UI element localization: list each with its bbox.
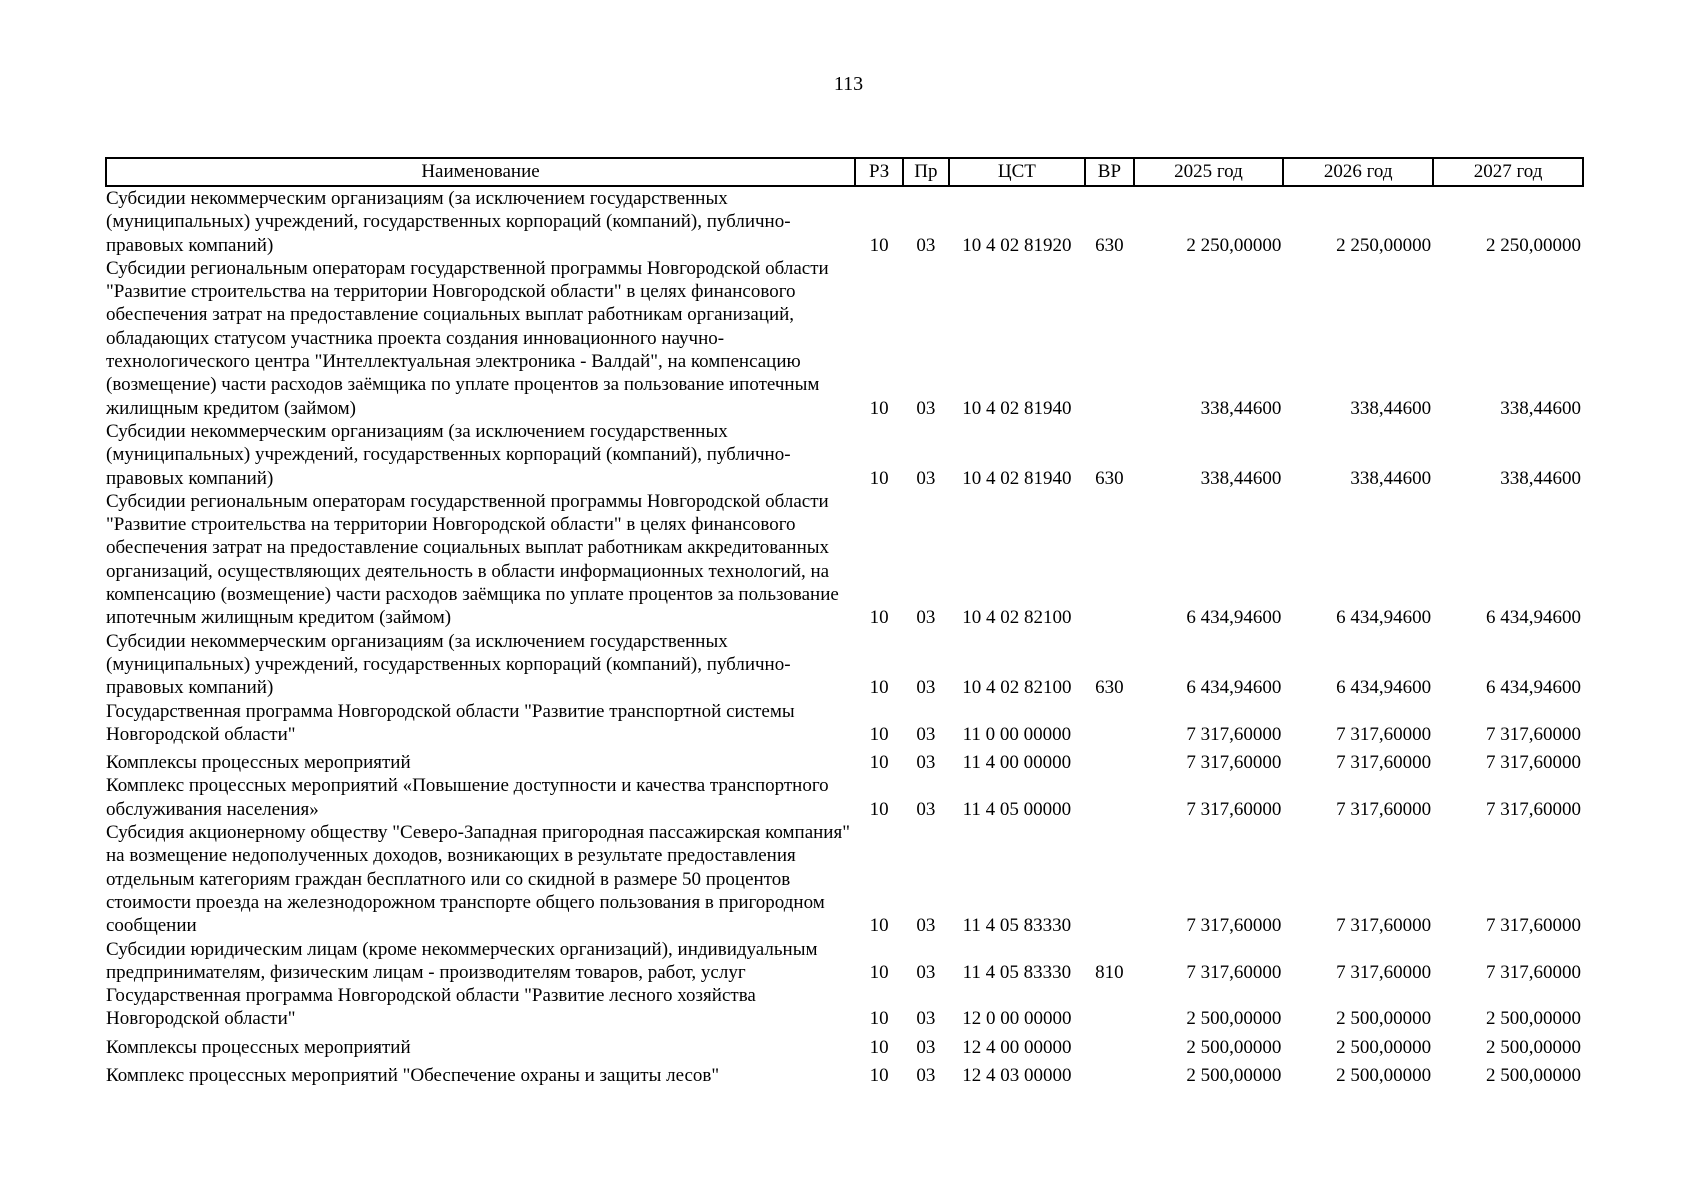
- row-2027: 338,44600: [1500, 397, 1581, 419]
- row-vr: 630: [1095, 677, 1124, 699]
- row-pr: 03: [916, 723, 936, 745]
- table-row: [106, 1059, 1583, 1087]
- header-pr: Пр: [903, 158, 948, 186]
- row-vr: [1085, 1031, 1133, 1059]
- table-row: [106, 257, 1583, 420]
- row-2027: 2 250,00000: [1486, 234, 1581, 256]
- row-2026: 6 434,94600: [1336, 677, 1432, 699]
- row-2026: 2 500,00000: [1336, 1008, 1432, 1030]
- table-row: [106, 746, 1583, 774]
- table-header-row: [106, 158, 1583, 186]
- row-2026: 2 250,00000: [1336, 234, 1432, 256]
- table-body: [106, 186, 1583, 1087]
- header-rz: РЗ: [855, 158, 903, 186]
- row-cst: 10 4 02 81940: [962, 397, 1072, 419]
- row-2027: 6 434,94600: [1486, 607, 1581, 629]
- row-rz: 10: [869, 397, 889, 419]
- row-name: Комплекс процессных мероприятий "Обеспечение охраны и защиты лесов": [106, 1064, 720, 1086]
- row-vr: [1085, 984, 1133, 1031]
- row-cst: 12 4 03 00000: [962, 1064, 1072, 1086]
- row-2025: 2 500,00000: [1186, 1064, 1282, 1086]
- row-name: Субсидии юридическим лицам (кроме некоммерческих организаций), индивидуальным предпринимателям, физическим лицам - производителям товаров, работ, услуг: [106, 938, 818, 983]
- row-cst: 12 4 00 00000: [962, 1036, 1072, 1058]
- row-2025: 2 500,00000: [1186, 1036, 1282, 1058]
- row-cst: 11 4 05 83330: [962, 915, 1072, 937]
- table-row: [106, 1031, 1583, 1059]
- row-rz: 10: [869, 677, 889, 699]
- row-name: Субсидии некоммерческим организациям (за исключением государственных (муниципальных) учреждений, государственных корпораций (компаний), публично-правовых компаний): [106, 188, 791, 256]
- row-rz: 10: [869, 1008, 889, 1030]
- row-rz: 10: [869, 1036, 889, 1058]
- row-2025: 338,44600: [1200, 397, 1282, 419]
- row-name: Субсидии некоммерческим организациям (за исключением государственных (муниципальных) учреждений, государственных корпораций (компаний), публично-правовых компаний): [106, 420, 791, 489]
- row-2027: 7 317,60000: [1486, 961, 1581, 983]
- row-2025: 6 434,94600: [1186, 677, 1282, 699]
- row-cst: 10 4 02 82100: [962, 677, 1072, 699]
- row-vr: [1085, 257, 1133, 420]
- row-rz: 10: [869, 723, 889, 745]
- row-2025: 7 317,60000: [1186, 915, 1282, 937]
- header-cst: ЦСТ: [949, 158, 1086, 186]
- table-row: [106, 774, 1583, 821]
- table-row: [106, 630, 1583, 700]
- row-rz: 10: [869, 467, 889, 489]
- row-2025: 6 434,94600: [1186, 607, 1282, 629]
- row-pr: 03: [916, 234, 936, 256]
- row-pr: 03: [916, 1008, 936, 1030]
- row-vr: [1085, 700, 1133, 747]
- row-2026: 7 317,60000: [1336, 723, 1432, 745]
- table-row: [106, 984, 1583, 1031]
- row-2025: 7 317,60000: [1186, 961, 1282, 983]
- row-pr: 03: [916, 677, 936, 699]
- row-2026: 7 317,60000: [1336, 961, 1432, 983]
- row-2027: 338,44600: [1500, 467, 1581, 489]
- row-cst: 11 4 05 83330: [962, 961, 1072, 983]
- row-name: Государственная программа Новгородской области "Развитие лесного хозяйства Новгородской области": [106, 985, 756, 1030]
- row-2027: 7 317,60000: [1486, 723, 1581, 745]
- row-2026: 7 317,60000: [1336, 798, 1432, 820]
- row-cst: 11 0 00 00000: [962, 723, 1072, 745]
- row-2026: 2 500,00000: [1336, 1036, 1432, 1058]
- row-2026: 338,44600: [1350, 397, 1432, 419]
- header-name: Наименование: [106, 158, 855, 186]
- table-row: [106, 700, 1583, 747]
- row-2026: 7 317,60000: [1336, 915, 1432, 937]
- row-2026: 7 317,60000: [1336, 752, 1432, 774]
- row-name: Комплексы процессных мероприятий: [106, 1036, 411, 1058]
- row-2027: 2 500,00000: [1486, 1064, 1581, 1086]
- table-row: [106, 186, 1583, 257]
- row-rz: 10: [869, 961, 889, 983]
- row-name: Субсидии региональным операторам государственной программы Новгородской области "Развитие строительства на территории Новгородской области" в целях финансового обеспечения затрат на предоставление социальных выплат работникам аккредитованных организаций, осуществляющих деятельность в области информационных технологий, на компенсацию (возмещение) части расходов заёмщика по уплате процентов за пользование ипотечным жилищным кредитом (займом): [106, 490, 839, 629]
- table-row: [106, 490, 1583, 630]
- row-cst: 11 4 05 00000: [962, 798, 1072, 820]
- row-2025: 7 317,60000: [1186, 798, 1282, 820]
- row-vr: [1085, 1059, 1133, 1087]
- row-rz: 10: [869, 915, 889, 937]
- header-vr: ВР: [1085, 158, 1133, 186]
- row-pr: 03: [916, 961, 936, 983]
- row-2026: 6 434,94600: [1336, 607, 1432, 629]
- row-cst: 10 4 02 81940: [962, 467, 1072, 489]
- row-rz: 10: [869, 234, 889, 256]
- row-name: Государственная программа Новгородской области "Развитие транспортной системы Новгородской области": [106, 700, 795, 745]
- budget-table: [105, 157, 1584, 1087]
- table-row: [106, 938, 1583, 985]
- row-vr: [1085, 774, 1133, 821]
- row-pr: 03: [916, 467, 936, 489]
- row-cst: 12 0 00 00000: [962, 1008, 1072, 1030]
- row-2027: 2 500,00000: [1486, 1036, 1581, 1058]
- row-pr: 03: [916, 915, 936, 937]
- row-vr: 630: [1095, 467, 1124, 489]
- row-pr: 03: [916, 607, 936, 629]
- row-pr: 03: [916, 1064, 936, 1086]
- row-2025: 338,44600: [1200, 467, 1282, 489]
- row-2025: 7 317,60000: [1186, 723, 1282, 745]
- row-rz: 10: [869, 798, 889, 820]
- row-2027: 7 317,60000: [1486, 798, 1581, 820]
- row-2026: 338,44600: [1350, 467, 1432, 489]
- row-rz: 10: [869, 1064, 889, 1086]
- row-pr: 03: [916, 397, 936, 419]
- row-name: Субсидии некоммерческим организациям (за исключением государственных (муниципальных) учреждений, государственных корпораций (компаний), публично-правовых компаний): [106, 630, 791, 699]
- row-cst: 11 4 00 00000: [962, 752, 1072, 774]
- row-cst: 10 4 02 81920: [962, 234, 1072, 256]
- row-pr: 03: [916, 1036, 936, 1058]
- page-number: 113: [833, 73, 864, 95]
- row-cst: 10 4 02 82100: [962, 607, 1072, 629]
- row-2027: 2 500,00000: [1486, 1008, 1581, 1030]
- row-name: Субсидия акционерному обществу "Северо-Западная пригородная пассажирская компания" на возмещение недополученных доходов, возникающих в результате предоставления отдельным категориям граждан бесплатного или со скидной в размере 50 процентов стоимости проезда на железнодорожном транспорте общего пользования в пригородном сообщении: [106, 822, 850, 937]
- row-name: Комплексы процессных мероприятий: [106, 752, 411, 774]
- row-rz: 10: [869, 752, 889, 774]
- header-2025: 2025 год: [1134, 158, 1284, 186]
- row-2025: 2 500,00000: [1186, 1008, 1282, 1030]
- row-name: Субсидии региональным операторам государственной программы Новгородской области "Развитие строительства на территории Новгородской области" в целях финансового обеспечения затрат на предоставление социальных выплат работникам организаций, обладающих статусом участника проекта создания инновационного научно-технологического центра "Интеллектуальная электроника - Валдай", на компенсацию (возмещение) части расходов заёмщика по уплате процентов за пользование ипотечным жилищным кредитом (займом): [106, 257, 829, 419]
- row-vr: [1085, 746, 1133, 774]
- row-2025: 2 250,00000: [1186, 234, 1282, 256]
- row-2027: 7 317,60000: [1486, 915, 1581, 937]
- row-2026: 2 500,00000: [1336, 1064, 1432, 1086]
- row-vr: 810: [1095, 961, 1124, 983]
- table-row: [106, 821, 1583, 937]
- row-2027: 7 317,60000: [1486, 752, 1581, 774]
- row-2025: 7 317,60000: [1186, 752, 1282, 774]
- table-row: [106, 420, 1583, 490]
- header-2027: 2027 год: [1433, 158, 1583, 186]
- row-vr: 630: [1095, 234, 1124, 256]
- row-pr: 03: [916, 752, 936, 774]
- row-vr: [1085, 821, 1133, 937]
- row-vr: [1085, 490, 1133, 630]
- row-pr: 03: [916, 798, 936, 820]
- row-rz: 10: [869, 607, 889, 629]
- header-2026: 2026 год: [1283, 158, 1433, 186]
- row-name: Комплекс процессных мероприятий «Повышение доступности и качества транспортного обслуживания населения»: [106, 775, 829, 820]
- row-2027: 6 434,94600: [1486, 677, 1581, 699]
